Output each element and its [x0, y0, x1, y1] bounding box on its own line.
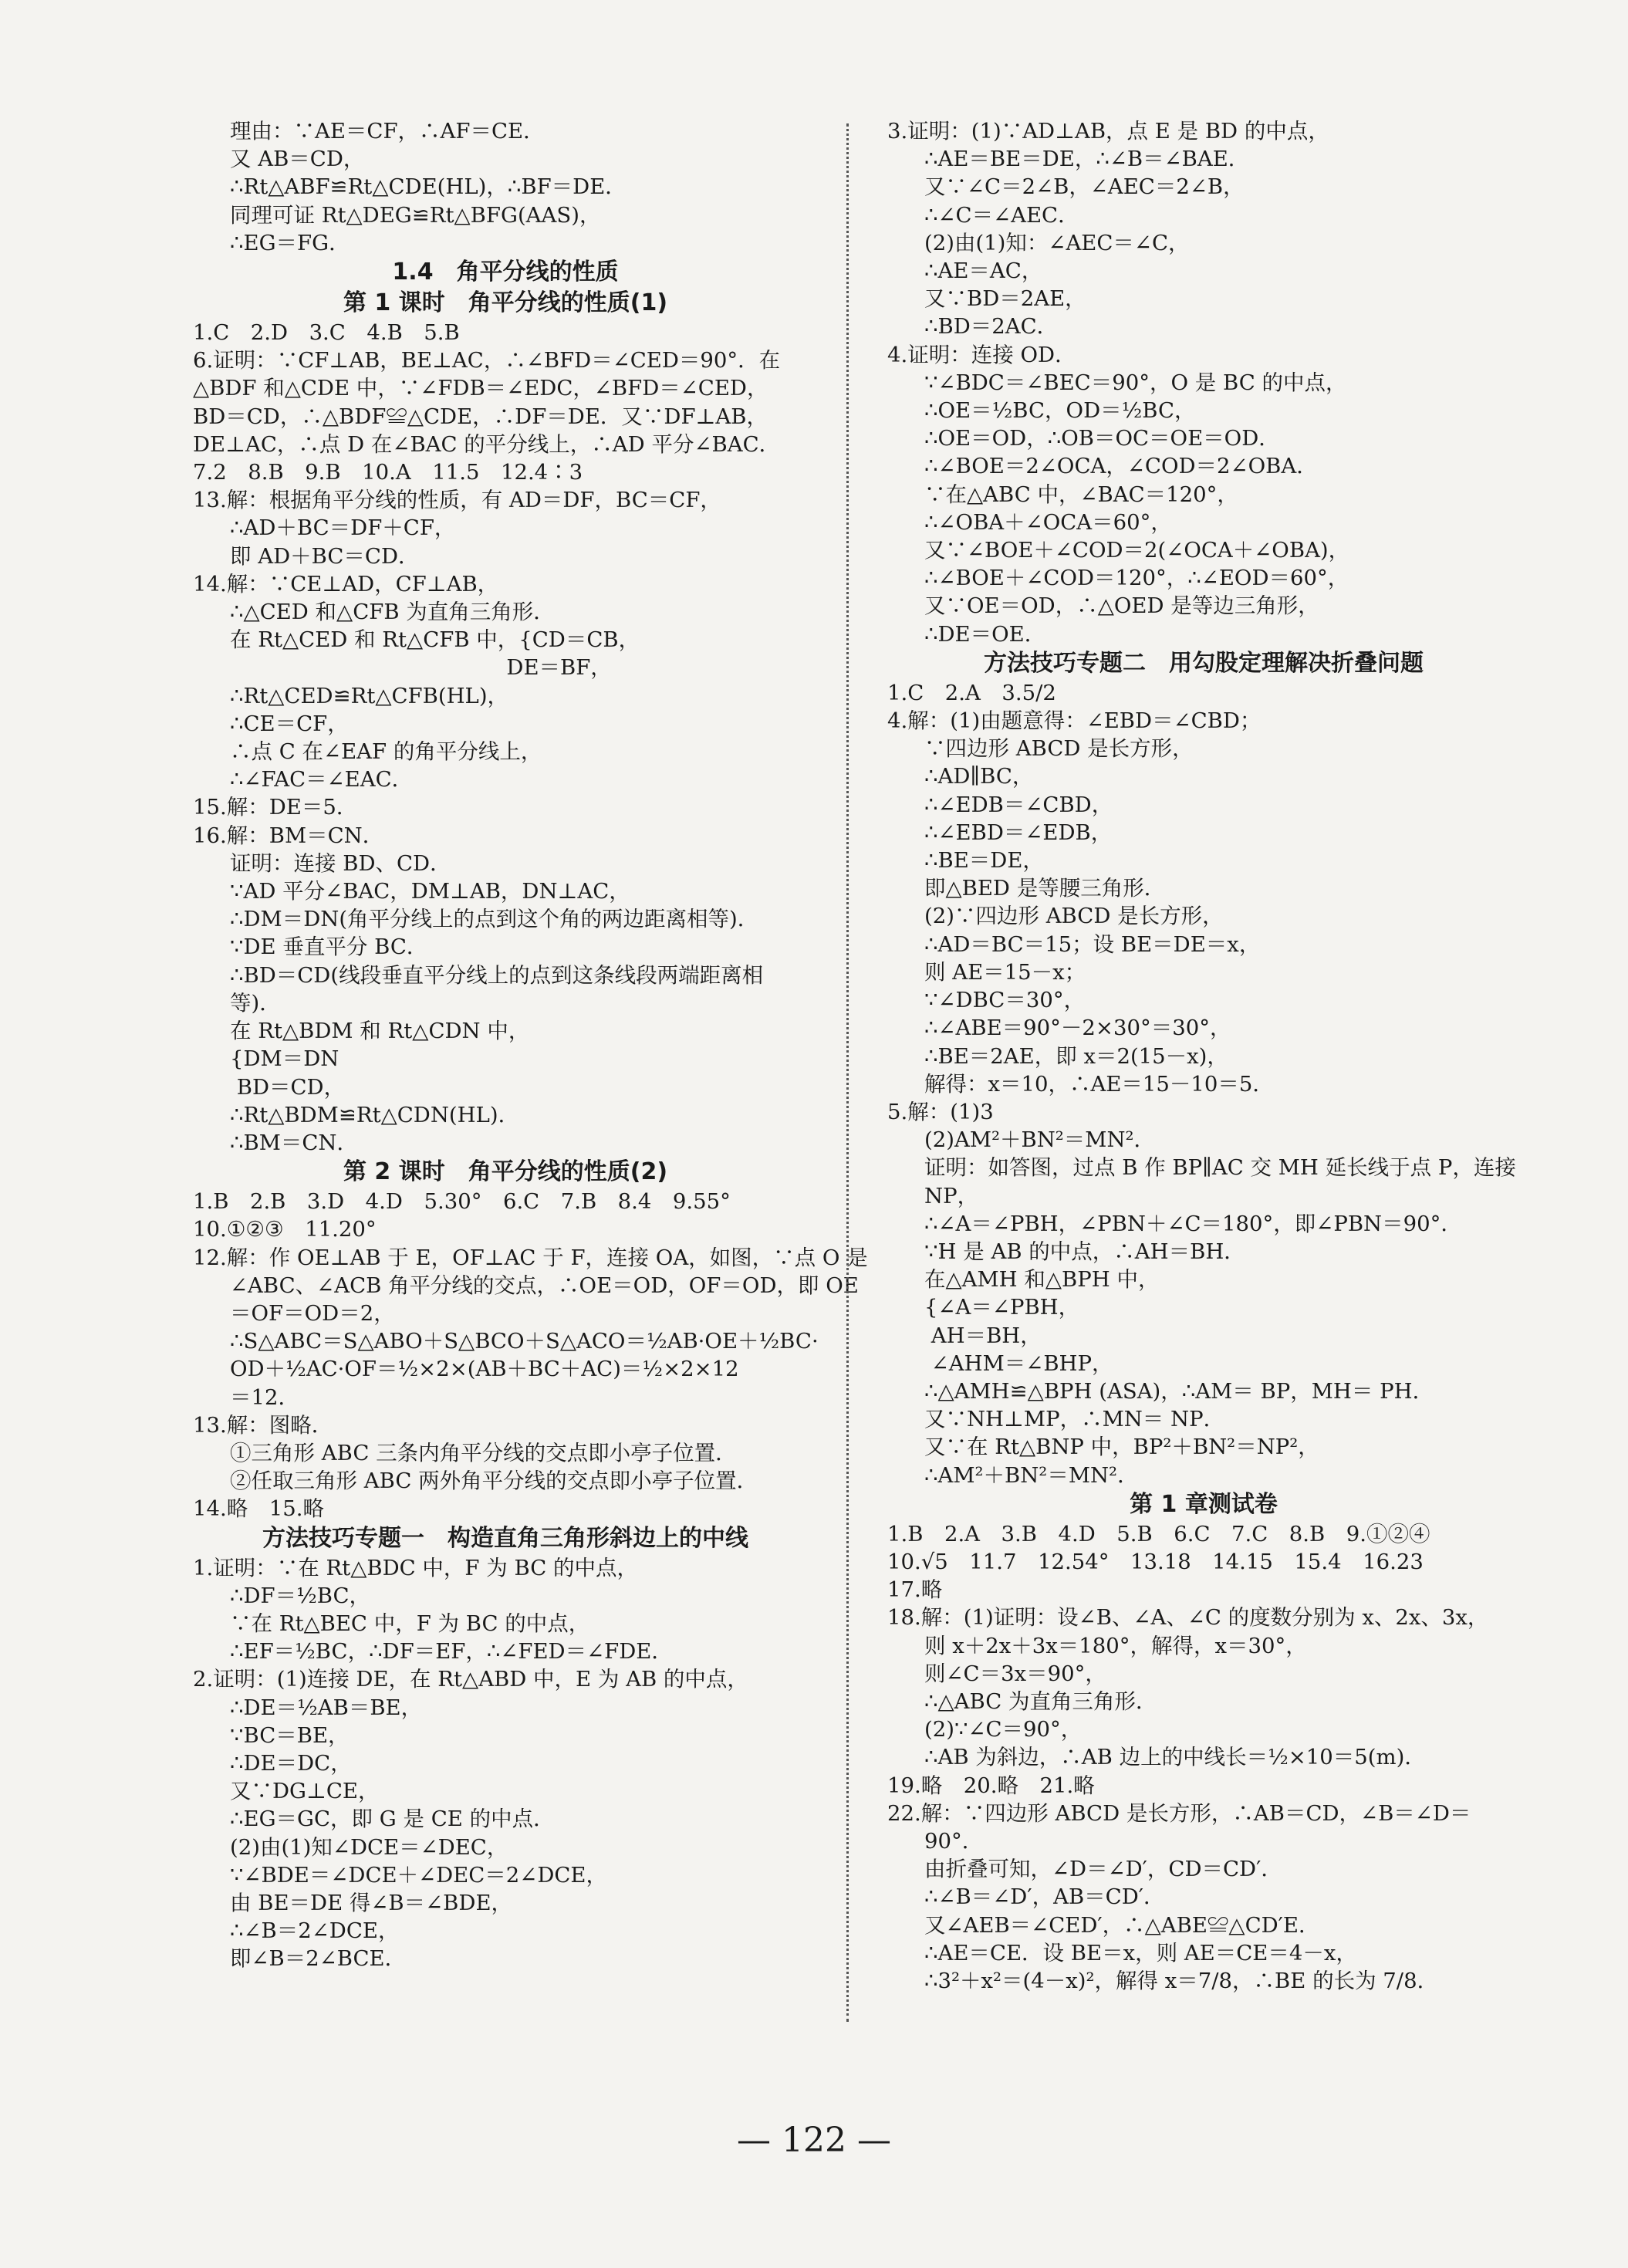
- answer-line: 则 AE＝15－x；: [924, 959, 1086, 985]
- answer-line: 又∠AEB＝∠CED′，∴△ABE≌△CD′E．: [924, 1912, 1320, 1938]
- answer-line: 在 Rt△BDM 和 Rt△CDN 中，: [230, 1019, 530, 1044]
- answer-line: DE⊥AC，∴点 D 在∠BAC 的平分线上，∴AD 平分∠BAC．: [193, 431, 781, 457]
- answer-line: (2)由(1)知：∠AEC＝∠C，: [924, 230, 1190, 255]
- answer-line: ∴△AMH≌△BPH (ASA)，∴AM＝ BP，MH＝ PH．: [924, 1378, 1434, 1404]
- answer-line: 证明：如答图，过点 B 作 BP∥AC 交 MH 延长线于点 P，连接: [924, 1155, 1516, 1181]
- answer-line: 1.B 2.B 3.D 4.D 5.30° 6.C 7.B 8.4 9.55°: [193, 1189, 731, 1215]
- answer-line: ∵DE 垂直平分 BC．: [230, 935, 428, 960]
- answer-line: 则∠C＝3x＝90°，: [924, 1661, 1106, 1686]
- answer-line: ∴BE＝2AE，即 x＝2(15－x)，: [924, 1043, 1228, 1069]
- answer-line: ∴DF＝½BC，: [230, 1583, 371, 1608]
- answer-line: ∴∠A＝∠PBH，∠PBN＋∠C＝180°，即∠PBN＝90°．: [924, 1211, 1462, 1236]
- answer-line: 18.解：(1)证明：设∠B、∠A、∠C 的度数分别为 x、2x、3x，: [887, 1605, 1489, 1631]
- answer-line: ∴DM＝DN(角平分线上的点到这个角的两边距离相等)．: [230, 907, 759, 932]
- answer-line: ∴AD∥BC，: [924, 764, 1034, 789]
- answer-line: 17.略: [887, 1577, 943, 1603]
- answer-line: ∴△CED 和△CFB 为直角三角形．: [230, 600, 555, 625]
- answer-line: 1.B 2.A 3.B 4.D 5.B 6.C 7.C 8.B 9.①②④: [887, 1521, 1430, 1546]
- answer-line: 14.略 15.略: [193, 1496, 324, 1522]
- left-column: [193, 117, 868, 1973]
- answer-line: ∵H 是 AB 的中点，∴AH＝BH．: [924, 1239, 1245, 1264]
- answer-line: ∴∠EBD＝∠EDB，: [924, 820, 1113, 845]
- answer-line: 等)．: [230, 990, 281, 1016]
- answer-line: 在 Rt△CED 和 Rt△CFB 中，{CD＝CB，: [230, 627, 640, 653]
- answer-line: ∵在 Rt△BEC 中，F 为 BC 的中点，: [230, 1611, 590, 1636]
- answer-line: ∵在△ABC 中，∠BAC＝120°，: [924, 482, 1238, 507]
- answer-line: ∴Rt△BDM≌Rt△CDN(HL)．: [230, 1102, 520, 1127]
- section-heading: 第 1 课时 角平分线的性质(1): [343, 289, 668, 317]
- answer-line: 4.证明：连接 OD．: [887, 342, 1076, 367]
- answer-line: 12.解：作 OE⊥AB 于 E，OF⊥AC 于 F，连接 OA，如图，∵点 O 是: [193, 1245, 868, 1270]
- answer-line: (2)∵四边形 ABCD 是长方形，: [924, 904, 1224, 929]
- answer-line: ∴Rt△ABF≌Rt△CDE(HL)，∴BF＝DE．: [230, 174, 627, 200]
- answer-line: ∴∠B＝∠D′，AB＝CD′．: [924, 1884, 1165, 1910]
- answer-line: ∴CE＝CF，: [230, 711, 349, 736]
- answer-line: {DM＝DN: [230, 1046, 339, 1072]
- section-heading: 第 2 课时 角平分线的性质(2): [343, 1158, 668, 1186]
- page-number: — 122 —: [737, 2121, 891, 2160]
- answer-line: 3.证明：(1)∵AD⊥AB，点 E 是 BD 的中点，: [887, 119, 1329, 144]
- answer-line: ∴∠C＝∠AEC．: [924, 202, 1079, 228]
- answer-line: ＝OF＝OD＝2，: [230, 1300, 395, 1326]
- answer-line: ∵AD 平分∠BAC，DM⊥AB，DN⊥AC，: [230, 879, 630, 904]
- section-heading: 方法技巧专题一 构造直角三角形斜边上的中线: [262, 1524, 748, 1552]
- answer-line: BD＝CD，: [230, 1074, 346, 1100]
- answer-line: ∴S△ABC＝S△ABO＋S△BCO＋S△ACO＝½AB·OE＋½BC·: [230, 1329, 819, 1354]
- answer-line: ∴AE＝BE＝DE，∴∠B＝∠BAE．: [924, 147, 1250, 172]
- answer-line: 由 BE＝DE 得∠B＝∠BDE，: [230, 1890, 513, 1915]
- answer-line: DE＝BF，: [230, 655, 612, 681]
- answer-line: 90°．: [924, 1828, 984, 1854]
- answer-line: 16.解：BM＝CN．: [193, 823, 384, 848]
- answer-line: 7.2 8.B 9.B 10.A 11.5 12.4∶3: [193, 460, 583, 485]
- answer-line: ∴BE＝DE，: [924, 848, 1044, 874]
- answer-line: OD＋½AC·OF＝½×2×(AB＋BC＋AC)＝½×2×12: [230, 1357, 739, 1382]
- answer-line: 又 AB＝CD，: [230, 147, 365, 172]
- answer-line: ∴AE＝CE．设 BE＝x，则 AE＝CE＝4－x，: [924, 1940, 1357, 1965]
- answer-line: 证明：连接 BD、CD．: [230, 850, 451, 876]
- answer-line: 10.√5 11.7 12.54° 13.18 14.15 15.4 16.23: [887, 1549, 1424, 1574]
- answer-line: 13.解：图略．: [193, 1412, 333, 1438]
- answer-line: ∴AB 为斜边，∴AB 边上的中线长＝½×10＝5(m)．: [924, 1745, 1426, 1770]
- answer-line: (2)AM²＋BN²＝MN²．: [924, 1127, 1156, 1153]
- answer-line: 又∵在 Rt△BNP 中，BP²＋BN²＝NP²，: [924, 1435, 1319, 1460]
- answer-line: ∴∠ABE＝90°－2×30°＝30°，: [924, 1016, 1231, 1041]
- answer-line: ∴EF＝½BC，∴DF＝EF，∴∠FED＝∠FDE．: [230, 1639, 673, 1665]
- answer-line: 又∵DG⊥CE，: [230, 1779, 380, 1804]
- answer-line: ②任取三角形 ABC 两外角平分线的交点即小亭子位置．: [230, 1469, 758, 1494]
- answer-line: ∴OE＝OD，∴OB＝OC＝OE＝OD．: [924, 426, 1280, 451]
- answer-line: 19.略 20.略 21.略: [887, 1773, 1095, 1798]
- answer-line: 理由：∵AE＝CF，∴AF＝CE．: [230, 119, 545, 144]
- answer-line: 由折叠可知，∠D＝∠D′，CD＝CD′．: [924, 1857, 1282, 1882]
- answer-line: 又∵OE＝OD，∴△OED 是等边三角形，: [924, 593, 1319, 619]
- answer-line: 即∠B＝2∠BCE．: [230, 1946, 407, 1972]
- section-heading: 1.4 角平分线的性质: [392, 259, 619, 286]
- answer-line: NP，: [924, 1183, 979, 1208]
- answer-line: ∴DE＝DC，: [230, 1750, 352, 1776]
- answer-line: ∵∠DBC＝30°，: [924, 988, 1086, 1013]
- answer-line: ∴∠FAC＝∠EAC．: [230, 767, 414, 793]
- column-divider: [846, 123, 849, 2022]
- answer-line: 15.解：DE＝5．: [193, 795, 358, 820]
- answer-line: 又∵NH⊥MP，∴MN＝ NP．: [924, 1407, 1225, 1432]
- answer-line: 1.C 2.A 3.5/2: [887, 680, 1056, 705]
- answer-line: ∴OE＝½BC，OD＝½BC，: [924, 398, 1196, 424]
- answer-line: BD＝CD，∴△BDF≌△CDE，∴DF＝DE．又∵DF⊥AB，: [193, 404, 768, 429]
- answer-line: ∴DE＝OE．: [924, 621, 1046, 647]
- answer-line: ∴AD＝BC＝15；设 BE＝DE＝x，: [924, 931, 1261, 957]
- answer-line: 1.C 2.D 3.C 4.B 5.B: [193, 320, 460, 346]
- answer-line: 又∵BD＝2AE，: [924, 286, 1086, 312]
- answer-line: 22.解：∵四边形 ABCD 是长方形，∴AB＝CD，∠B＝∠D＝: [887, 1800, 1471, 1826]
- section-heading: 方法技巧专题二 用勾股定理解决折叠问题: [984, 649, 1424, 677]
- answer-line: 14.解：∵CE⊥AD，CF⊥AB，: [193, 571, 499, 597]
- answer-line: 6.证明：∵CF⊥AB，BE⊥AC，∴∠BFD＝∠CED＝90°．在: [193, 348, 781, 373]
- answer-line: 又∵∠C＝2∠B，∠AEC＝2∠B，: [924, 174, 1245, 200]
- answer-line: ∴AE＝AC，: [924, 259, 1043, 284]
- answer-line: 即△BED 是等腰三角形．: [924, 876, 1166, 901]
- answer-line: ∴∠OBA＋∠OCA＝60°，: [924, 509, 1172, 535]
- answer-line: ∠AHM＝∠BHP，: [924, 1350, 1113, 1376]
- answer-line: ∴BD＝2AC．: [924, 314, 1059, 340]
- right-column: [887, 117, 1520, 1995]
- answer-line: (2)∵∠C＝90°，: [924, 1717, 1083, 1742]
- answer-line: (2)由(1)知∠DCE＝∠DEC，: [230, 1834, 508, 1860]
- answer-line: ∴点 C 在∠EAF 的角平分线上，: [230, 739, 542, 765]
- answer-line: 13.解：根据角平分线的性质，有 AD＝DF，BC＝CF，: [193, 488, 721, 513]
- answer-line: 10.①②③ 11.20°: [193, 1217, 377, 1242]
- answer-line: 又∵∠BOE＋∠COD＝2(∠OCA＋∠OBA)，: [924, 538, 1350, 563]
- answer-line: {∠A＝∠PBH，: [924, 1295, 1080, 1320]
- answer-line: ∴△ABC 为直角三角形．: [924, 1688, 1157, 1714]
- answer-line: 5.解：(1)3: [887, 1099, 994, 1124]
- answer-line: ∵∠BDE＝∠DCE＋∠DEC＝2∠DCE，: [230, 1862, 607, 1888]
- answer-line: 在△AMH 和△BPH 中，: [924, 1267, 1160, 1293]
- answer-line: ∵∠BDC＝∠BEC＝90°，O 是 BC 的中点，: [924, 370, 1347, 395]
- answer-line: 即 AD＋BC＝CD．: [230, 543, 420, 569]
- answer-line: ∴∠BOE＝2∠OCA，∠COD＝2∠OBA．: [924, 454, 1318, 479]
- answer-line: ∴AD＋BC＝DF＋CF，: [230, 515, 456, 541]
- answer-line: ∴DE＝½AB＝BE，: [230, 1695, 423, 1720]
- answer-line: ①三角形 ABC 三条内角平分线的交点即小亭子位置．: [230, 1440, 737, 1465]
- answer-line: ∵四边形 ABCD 是长方形，: [924, 736, 1194, 762]
- answer-line: ∵BC＝BE，: [230, 1722, 350, 1748]
- answer-line: ∴∠B＝2∠DCE，: [230, 1918, 400, 1944]
- answer-line: 则 x＋2x＋3x＝180°，解得，x＝30°，: [924, 1633, 1307, 1658]
- answer-line: 1.证明：∵在 Rt△BDC 中，F 为 BC 的中点，: [193, 1555, 638, 1580]
- answer-line: △BDF 和△CDE 中，∵∠FDB＝∠EDC，∠BFD＝∠CED，: [193, 376, 768, 401]
- answer-line: ∴∠BOE＋∠COD＝120°，∴∠EOD＝60°，: [924, 566, 1349, 591]
- answer-line: ∴EG＝FG．: [230, 230, 350, 255]
- answer-line: 4.解：(1)由题意得：∠EBD＝∠CBD；: [887, 708, 1262, 734]
- answer-line: 2.证明：(1)连接 DE，在 Rt△ABD 中，E 为 AB 的中点，: [193, 1667, 748, 1692]
- answer-line: 解得：x＝10，∴AE＝15－10＝5．: [924, 1071, 1274, 1097]
- answer-line: ∴BM＝CN．: [230, 1130, 358, 1155]
- answer-line: ∴EG＝GC，即 G 是 CE 的中点．: [230, 1807, 555, 1832]
- answer-line: ∴BD＝CD(线段垂直平分线上的点到这条线段两端距离相: [230, 962, 764, 988]
- answer-line: ∴AM²＋BN²＝MN²．: [924, 1462, 1139, 1488]
- section-heading: 第 1 章测试卷: [1130, 1490, 1278, 1518]
- answer-line: ∴Rt△CED≌Rt△CFB(HL)，: [230, 683, 509, 708]
- answer-line: ∴3²＋x²＝(4－x)²，解得 x＝7/8，∴BE 的长为 7/8．: [924, 1969, 1439, 1993]
- answer-line: 同理可证 Rt△DEG≌Rt△BFG(AAS)，: [230, 202, 601, 228]
- answer-line: ＝12．: [230, 1384, 299, 1410]
- answer-line: AH＝BH，: [924, 1323, 1042, 1348]
- answer-line: ∠ABC、∠ACB 角平分线的交点，∴OE＝OD，OF＝OD，即 OE: [230, 1273, 859, 1298]
- answer-line: ∴∠EDB＝∠CBD，: [924, 792, 1113, 817]
